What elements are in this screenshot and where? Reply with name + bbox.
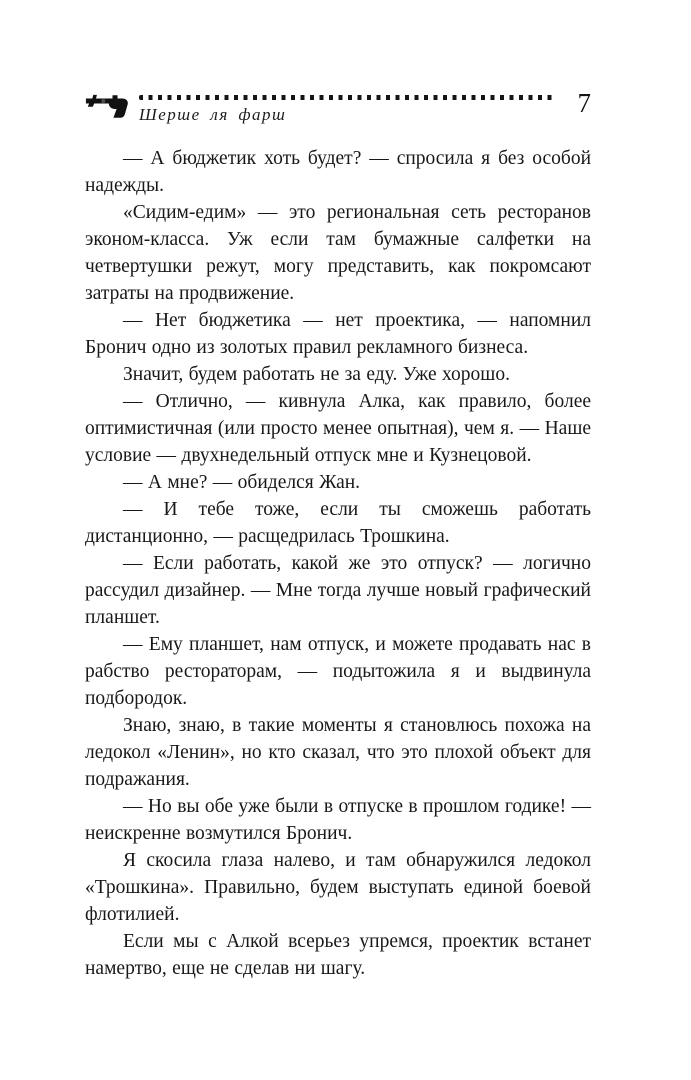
text-block (85, 145, 591, 982)
page-number: 7 (577, 88, 591, 118)
paragraph: — Нет бюджетика — нет проектика, — напомнил Бронич одно из золотых правил рекламного бизнеса. (85, 310, 591, 358)
paragraph: — И тебе тоже, если ты сможешь работать дистанционно, — расщедрилась Трошкина. (85, 499, 591, 547)
revolver-icon (85, 89, 129, 119)
paragraph: Значит, будем работать не за еду. Уже хорошо. (123, 364, 510, 385)
dotted-rule (139, 95, 556, 100)
paragraph: «Сидим-едим» — это региональная сеть ресторанов эконом-класса. Уж если там бумажные салфетки на четвертушки режут, могу представить, как покромсают затраты на продвижение. (85, 202, 591, 304)
paragraph: Если мы с Алкой всерьез упремся, проектик встанет намертво, еще не сделав ни шагу. (85, 931, 591, 979)
paragraph: — Ему планшет, нам отпуск, и можете продавать нас в рабство рестораторам, — подытожила я и выдвинула подбородок. (85, 634, 591, 709)
paragraph: — А бюджетик хоть будет? — спросила я без особой надежды. (85, 148, 591, 196)
running-head-middle (139, 88, 556, 125)
running-head (85, 88, 591, 125)
paragraph: — Но вы обе уже были в отпуске в прошлом годике! — неискренне возмутился Бронич. (85, 796, 591, 844)
paragraph: — А мне? — обиделся Жан. (123, 472, 361, 493)
paragraph: — Отлично, — кивнула Алка, как правило, более оптимистичная (или просто менее опытная), чем я. — Наше условие — двухнедельный отпуск мне и Кузнецовой. (85, 391, 591, 466)
paragraph: Знаю, знаю, в такие моменты я становлюсь похожа на ледокол «Ленин», но кто сказал, что это плохой объект для подражания. (85, 715, 591, 790)
paragraph: Я скосила глаза налево, и там обнаружился ледокол «Трошкина». Правильно, будем выступать единой боевой флотилией. (85, 850, 591, 925)
paragraph: — Если работать, какой же это отпуск? — логично рассудил дизайнер. — Мне тогда лучше новый графический планшет. (85, 553, 591, 628)
book-title: Шерше ля фарш (139, 105, 287, 124)
